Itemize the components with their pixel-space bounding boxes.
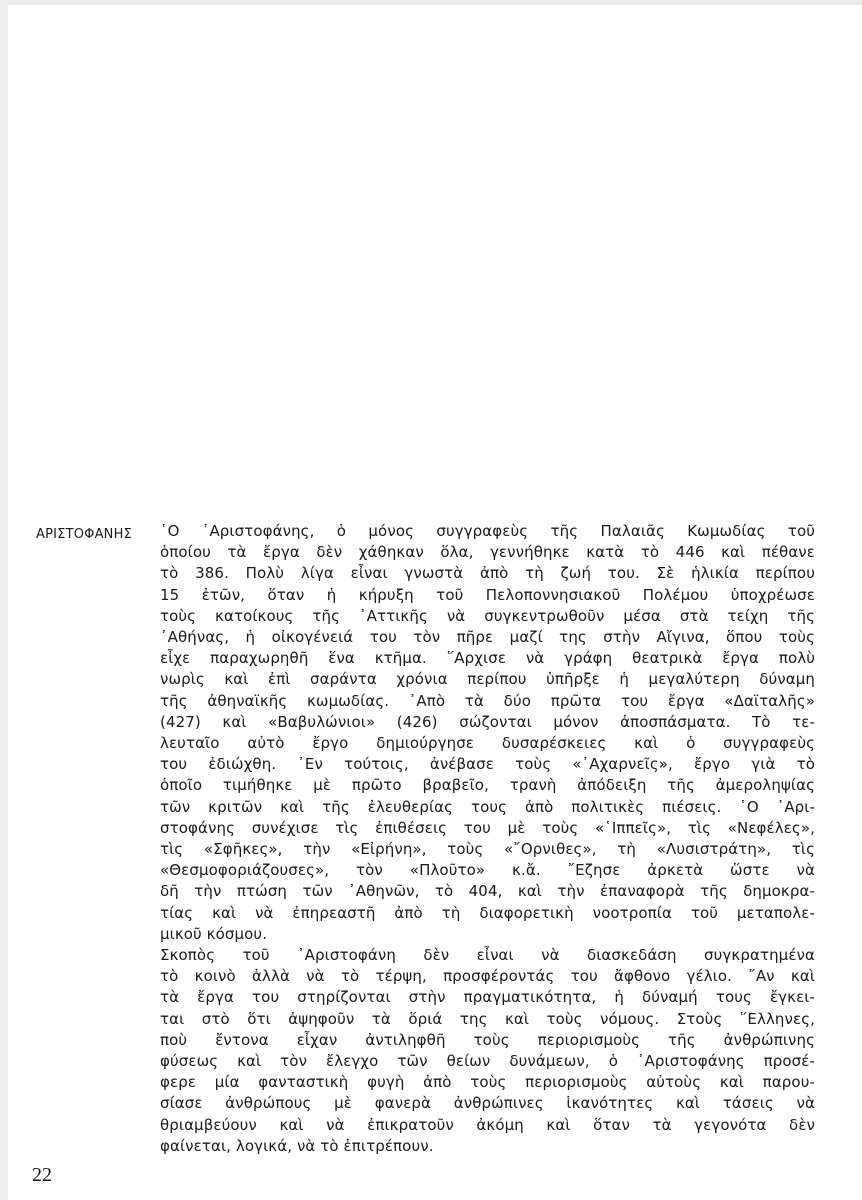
text-line: ὁποῖο τιμήθηκε μὲ πρῶτο βραβεῖο, τρανὴ ἀπόδειξη τῆς ἀμεροληψίας [160, 776, 815, 795]
text-line: ποὺ ἔντονα εἶχαν ἀντιληφθῆ τοὺς περιορισμοὺς τῆς ἀνθρώπινης [160, 1030, 815, 1049]
text-line: θριαμβεύουν καὶ νὰ ἐπικρατοῦν ἀκόμη καὶ ὅταν τὰ γεγονότα δὲν [160, 1115, 815, 1134]
text-line: σίασε ἀνθρώπους μὲ φανερὰ ἀνθρώπινες ἱκανότητες καὶ τάσεις νὰ [160, 1094, 815, 1113]
text-line: στοφάνης συνέχισε τὶς ἐπιθέσεις του μὲ τοὺς «῾Ιππεῖς», τὶς «Νεφέλες», [160, 818, 815, 837]
text-line: του ἐδιώχθη. ᾿Εν τούτοις, ἀνέβασε τοὺς «᾿Αχαρνεῖς», ἔργο γιὰ τὸ [160, 755, 815, 774]
text-line: ῾Ο ᾿Αριστοφάνης, ὁ μόνος συγγραφεὺς τῆς Παλαιᾶς Κωμωδίας τοῦ [160, 522, 815, 540]
text-line: μικοῦ κόσμου. [160, 924, 268, 943]
text-line: τὸ κοινὸ ἀλλὰ νὰ τὸ τέρψη, προσφέροντάς του ἄφθονο γέλιο. ῎Αν καὶ [160, 967, 815, 986]
text-line: τοὺς κατοίκους τῆς ᾿Αττικῆς νὰ συγκεντρωθοῦν μέσα στὰ τείχη τῆς [160, 606, 815, 625]
scan-edge-top [0, 0, 862, 5]
text-line: φερε μία φανταστικὴ φυγὴ ἀπὸ τοὺς περιορισμοὺς αὐτοὺς καὶ παρου- [160, 1073, 815, 1092]
text-line: ὁποίου τὰ ἔργα δὲν χάθηκαν ὅλα, γεννήθηκε κατὰ τὸ 446 καὶ πέθανε [160, 543, 815, 562]
text-line: νωρὶς καὶ ἐπὶ σαράντα χρόνια περίπου ὑπῆρξε ἡ μεγαλύτερη δύναμη [160, 670, 815, 689]
page-number: 22 [32, 1164, 52, 1186]
text-line: τῶν κριτῶν καὶ τῆς ἐλευθερίας τους ἀπὸ πολιτικὲς πιέσεις. ῾Ο ᾿Αρι- [160, 797, 815, 816]
text-line: ᾿Αθήνας, ἡ οἰκογένειά του τὸν πῆρε μαζί της στὴν Αἴγινα, ὅπου τοὺς [160, 628, 815, 647]
paragraph-1 [160, 521, 815, 945]
text-line: Σκοπὸς τοῦ ᾿Αριστοφάνη δὲν εἶναι νὰ διασκεδάση συγκρατημένα [160, 946, 815, 965]
side-heading: ΑΡΙΣΤΟΦΑΝΗΣ [36, 527, 132, 542]
text-line: τὰ ἔργα του στηρίζονται στὴν πραγματικότητα, ἡ δύναμή τους ἔγκει- [160, 988, 815, 1007]
text-line: «Θεσμοφοριάζουσες», τὸν «Πλοῦτο» κ.ἄ. ῎Εζησε ἀρκετὰ ὥστε νὰ [160, 861, 815, 880]
text-line: φύσεως καὶ τὸν ἔλεγχο τῶν θείων δυνάμεων, ὁ ᾿Αριστοφάνης προσέ- [160, 1052, 815, 1071]
text-line: εἶχε παραχωρηθῆ ἕνα κτῆμα. ῞Αρχισε νὰ γράφη θεατρικὰ ἔργα πολὺ [160, 649, 815, 668]
text-line: δῆ τὴν πτώση τῶν ᾿Αθηνῶν, τὸ 404, καὶ τὴν ἐπαναφορὰ τῆς δημοκρα- [160, 882, 815, 901]
text-line: (427) καὶ «Βαβυλώνιοι» (426) σώζονται μόνον ἀποσπάσματα. Τὸ τε- [160, 712, 815, 731]
paragraph-2 [160, 945, 815, 1157]
body-text [160, 521, 815, 1157]
text-line: 15 ἐτῶν, ὅταν ἡ κήρυξη τοῦ Πελοποννησιακοῦ Πολέμου ὑποχρέωσε [160, 585, 815, 604]
scan-edge-left [0, 0, 8, 1200]
text-line: τὸ 386. Πολὺ λίγα εἶναι γνωστὰ ἀπὸ τὴ ζωή του. Σὲ ἡλικία περίπου [160, 564, 815, 583]
text-line: ται στὸ ὅτι ἀψηφοῦν τὰ ὅριά της καὶ τοὺς νόμους. Στοὺς ῞Ελληνες, [160, 1009, 815, 1028]
text-line: τὶς «Σφῆκες», τὴν «Εἰρήνη», τοὺς «῎Ορνιθες», τὴ «Λυσιστράτη», τὶς [160, 840, 815, 859]
text-line: φαίνεται, λογικά, νὰ τὸ ἐπιτρέπουν. [160, 1136, 434, 1155]
text-line: τῆς ἀθηναϊκῆς κωμωδίας. ᾿Απὸ τὰ δύο πρῶτα του ἔργα «Δαϊταλῆς» [160, 691, 815, 710]
text-line: λευταῖο αὐτὸ ἔργο δημιούργησε δυσαρέσκειες καὶ ὁ συγγραφεὺς [160, 734, 815, 753]
text-line: τίας καὶ νὰ ἐπηρεαστῆ ἀπὸ τὴ διαφορετικὴ νοοτροπία τοῦ μεταπολε- [160, 903, 815, 922]
